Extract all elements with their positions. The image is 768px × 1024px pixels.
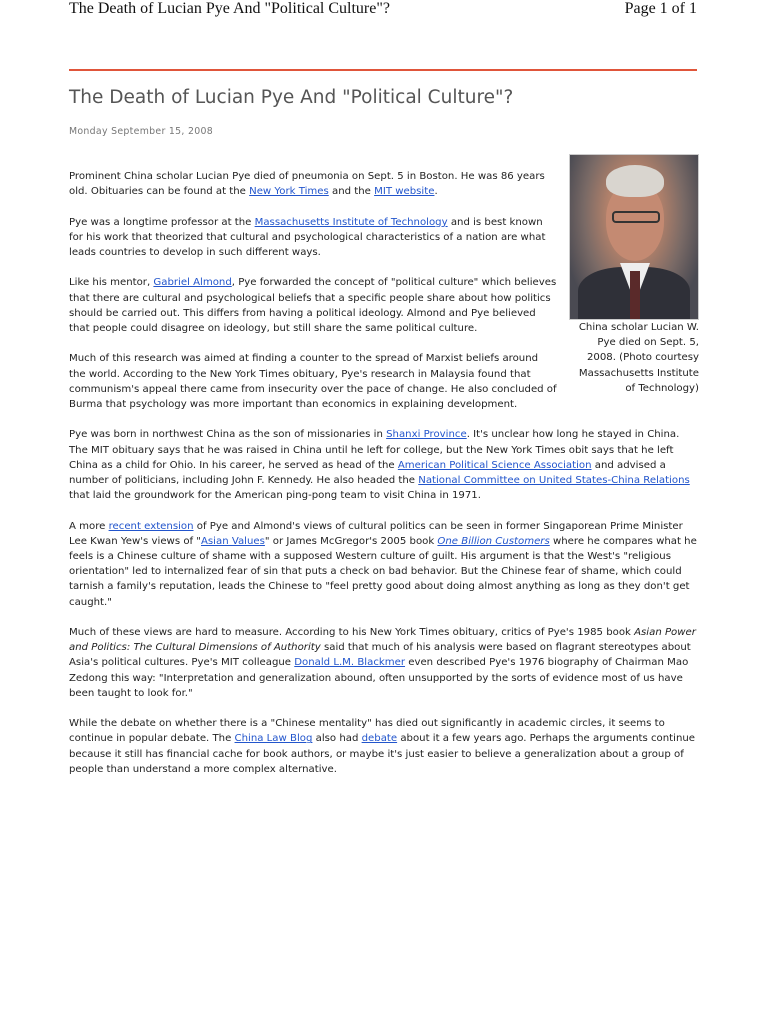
text: and the (328, 186, 375, 198)
text: " or James McGregor's 2005 book (264, 535, 438, 547)
text: . (434, 186, 438, 198)
link-one-billion-customers[interactable]: One Billion Customers (437, 535, 550, 547)
photo-glasses (612, 211, 660, 223)
photo-caption: China scholar Lucian W. Pye died on Sept. 5, 2008. (Photo courtesy Massachusetts Institute of Technology) (578, 322, 699, 394)
article-date: Monday September 15, 2008 (69, 126, 214, 137)
link-asian-values[interactable]: Asian Values (200, 535, 265, 547)
page-header-title: The Death of Lucian Pye And "Political Culture"? (69, 0, 390, 17)
text: Pye was born in northwest China as the son of missionaries in (69, 429, 387, 441)
paragraph-6 (69, 519, 699, 610)
article-title: The Death of Lucian Pye And "Political Culture"? (69, 87, 514, 108)
text: Much of this research was aimed at finding a counter to the spread of Marxist beliefs around the world. According to the New York Times obituary, Pye's research in Malaysia found that communism's appeal there came from insecurity over the pace of change. He also concluded of Burma that psychology was more important than economics in explaining development. (69, 353, 557, 410)
text: that laid the groundwork for the American ping-pong team to visit China in 1971. (69, 490, 481, 502)
article-body (69, 169, 699, 792)
photo-figure (569, 154, 699, 396)
text: Pye was a longtime professor at the (69, 216, 255, 228)
text: said that much of his analysis were based on flagrant stereotypes about Asia's political cultures. Pye's MIT colleague (69, 642, 691, 669)
link-debate[interactable]: debate (361, 733, 398, 745)
link-shanxi-province[interactable]: Shanxi Province (386, 429, 467, 441)
text: about it a few years ago. Perhaps the arguments continue because it still has financial cache for book authors, or maybe it's just easier to believe a generalization about a group of people than understand a more complex alternative. (69, 733, 696, 775)
link-mit-website[interactable]: MIT website (374, 186, 435, 198)
paragraph-8 (69, 716, 699, 777)
text: , Pye forwarded the concept of "political culture" which believes that there are cultural and psychological beliefs that a specific people share about how politics should be carried out. This differs from having a political ideology. Almond and Pye believed that people could disagree on ideology, but still share the same political culture. (69, 277, 557, 334)
text: even described Pye's 1976 biography of Chairman Mao Zedong this way: "Interpretation and generalization abound, often unsupported by the sorts of evidence most of us have been taught to look for." (69, 657, 689, 699)
text: While the debate on whether there is a "Chinese mentality" has died out significantly in academic circles, it seems to continue in popular debate. The (69, 718, 665, 745)
text: and is best known for his work that theorized that cultural and psychological characteristics of a nation are what leads countries to develop in such different ways. (69, 216, 546, 258)
paragraph-7 (69, 625, 699, 701)
photo-tie (630, 271, 640, 319)
link-china-law-blog[interactable]: China Law Blog (234, 733, 313, 745)
link-apsa[interactable]: American Political Science Association (397, 459, 592, 471)
link-ncuscr[interactable]: National Committee on United States-China Relations (418, 475, 690, 486)
text: also had (312, 733, 362, 745)
lucian-pye-photo (569, 154, 699, 320)
header-rule (69, 69, 697, 71)
link-new-york-times[interactable]: New York Times (249, 186, 329, 198)
book-title: Asian Power and Politics: The Cultural Dimensions of Authority (69, 627, 696, 654)
link-recent-extension[interactable]: recent extension (108, 520, 194, 532)
page-number: Page 1 of 1 (624, 0, 697, 17)
paragraph-5 (69, 427, 699, 503)
text: Much of these views are hard to measure. According to his New York Times obituary, critics of Pye's 1985 book (69, 627, 635, 638)
text: Like his mentor, (69, 277, 154, 289)
text: and advised a number of politicians, including John F. Kennedy. He also headed the (69, 459, 666, 486)
text: Prominent China scholar Lucian Pye died of pneumonia on Sept. 5 in Boston. He was 86 years old. Obituaries can be found at the (69, 171, 545, 198)
text: . It's unclear how long he stayed in China. The MIT obituary says that he was raised in China until he left for college, but the New York Times obit says that he left China as a child for Ohio. In his career, he served as head of the (69, 429, 680, 471)
link-gabriel-almond[interactable]: Gabriel Almond (153, 277, 232, 289)
text: of Pye and Almond's views of cultural politics can be seen in former Singaporean Prime Minister Lee Kwan Yew's views of " (69, 520, 683, 547)
photo-hair (606, 165, 664, 197)
link-donald-blackmer[interactable]: Donald L.M. Blackmer (294, 657, 406, 669)
link-mit[interactable]: Massachusetts Institute of Technology (254, 216, 448, 228)
text: where he compares what he feels is a Chinese culture of shame with a supposed Western culture of guilt. His argument is that the West's "religious orientation" led to internalized fear of sin that puts a check on bad behavior. But the Chinese fear of shame, which could tarnish a family's reputation, leads the Chinese to "feel pretty good about doing almost anything as long as they don't get caught." (69, 535, 697, 608)
text: A more (69, 520, 109, 532)
